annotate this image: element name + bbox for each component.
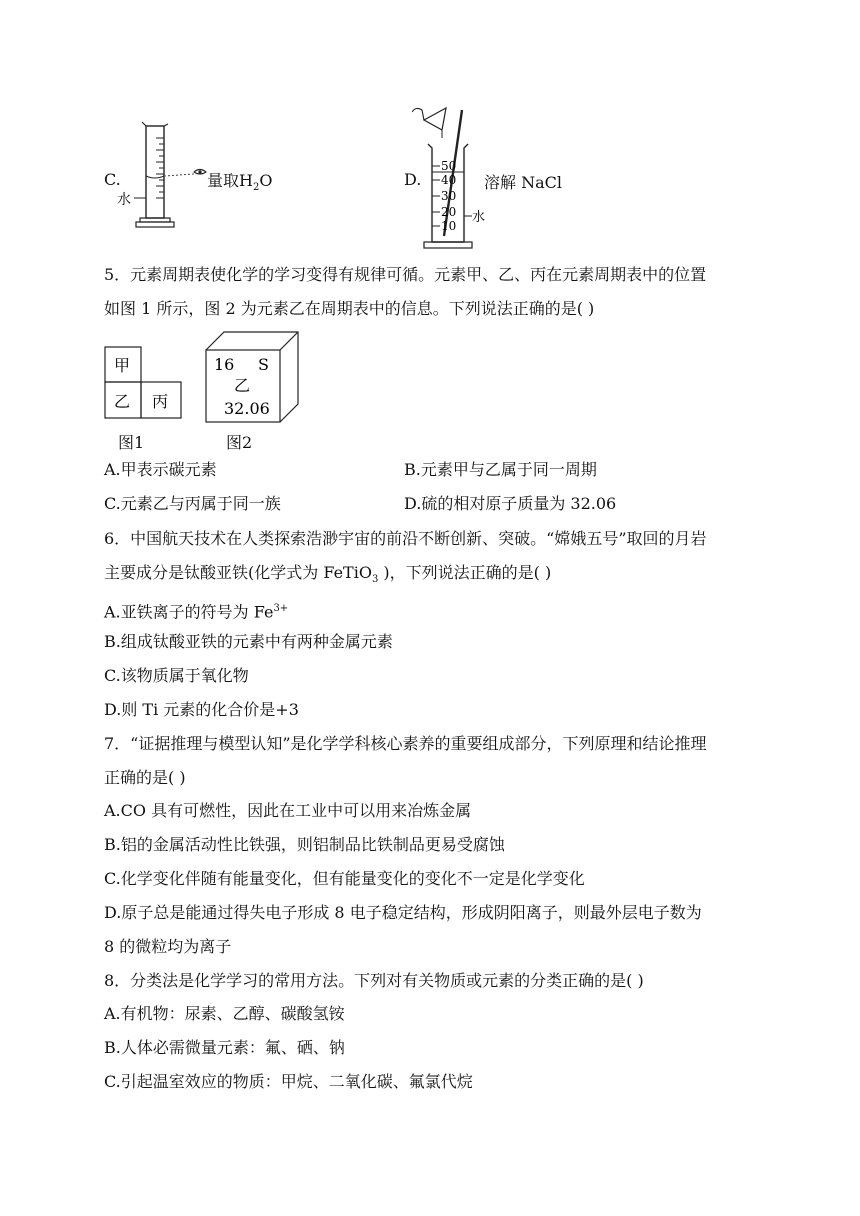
option-d-letter: D.	[404, 170, 422, 189]
option-d-caption: 溶解 NaCl	[484, 173, 562, 192]
tick-label: 30	[441, 189, 457, 203]
atomic-number: 16	[214, 355, 235, 374]
element-symbol: S	[258, 355, 269, 374]
element-name: 乙	[234, 376, 251, 395]
q8-option-c: C.引起温室效应的物质：甲烷、二氧化碳、氟氯代烷	[104, 1072, 473, 1091]
dissolving-nacl-illustration	[412, 104, 492, 252]
tick-label: 10	[441, 219, 457, 233]
figure1-caption: 图1	[118, 433, 145, 452]
q6-option-a: A.亚铁离子的符号为 $Fe^{3+}$	[104, 602, 289, 622]
q7-option-d-line1: D.原子总是能通过得失电子形成 8 电子稳定结构，形成阴阳离子，则最外层电子数为	[104, 903, 702, 922]
cylinder-reading-illustration	[110, 120, 210, 232]
option-c-water-label: 水	[117, 192, 131, 208]
q5-option-b: B.元素甲与乙属于同一周期	[404, 460, 597, 479]
q6-option-d: D.则 Ti 元素的化合价是+3	[104, 700, 299, 719]
q7-stem-line2: 正确的是( )	[104, 768, 186, 787]
tick-label: 50	[441, 159, 457, 173]
q5-stem-line1: 5．元素周期表使化学的学习变得有规律可循。元素甲、乙、丙在元素周期表中的位置	[104, 265, 707, 284]
tick-label: 40	[441, 173, 457, 187]
option-d-water-label: 水	[472, 210, 486, 225]
q6-option-c: C.该物质属于氧化物	[104, 666, 249, 685]
cell-jia: 甲	[114, 356, 131, 375]
q7-option-b: B.铝的金属活动性比铁强，则铝制品比铁制品更易受腐蚀	[104, 835, 505, 854]
q5-stem-line2: 如图 1 所示，图 2 为元素乙在周期表中的信息。下列说法正确的是( )	[104, 299, 595, 318]
q6-stem-line1: 6．中国航天技术在人类探索浩渺宇宙的前沿不断创新、突破。“嫦娥五号”取回的月岩	[104, 529, 707, 548]
option-c-letter: C.	[104, 170, 121, 189]
q6-option-b: B.组成钛酸亚铁的元素中有两种金属元素	[104, 632, 393, 651]
cell-bing: 丙	[152, 392, 169, 411]
atomic-mass: 32.06	[224, 399, 270, 418]
figure2-element-card	[202, 328, 302, 424]
q7-option-a: A.CO 具有可燃性，因此在工业中可以用来冶炼金属	[104, 801, 472, 820]
q7-option-d-line2: 8 的微粒均为离子	[104, 937, 232, 956]
q5-option-c: C.元素乙与丙属于同一族	[104, 494, 281, 513]
figure2-caption: 图2	[226, 433, 253, 452]
tick-label: 20	[441, 205, 457, 219]
q8-option-a: A.有机物：尿素、乙醇、碳酸氢铵	[104, 1004, 345, 1023]
option-c-caption: 量取$H_2O$	[207, 171, 273, 194]
q6-stem-line2: 主要成分是钛酸亚铁(化学式为 FeTiO$_3$ )，下列说法正确的是( )	[104, 563, 552, 586]
figure1-periodic-position	[104, 344, 184, 422]
q7-stem-line1: 7．“证据推理与模型认知”是化学学科核心素养的重要组成部分，下列原理和结论推理	[104, 734, 707, 753]
q5-option-d: D.硫的相对原子质量为 32.06	[404, 494, 617, 513]
q8-option-b: B.人体必需微量元素：氟、硒、钠	[104, 1038, 345, 1057]
cell-yi: 乙	[114, 392, 131, 411]
q8-stem: 8．分类法是化学学习的常用方法。下列对有关物质或元素的分类正确的是( )	[104, 971, 644, 990]
q7-option-c: C.化学变化伴随有能量变化，但有能量变化的变化不一定是化学变化	[104, 869, 585, 888]
q5-option-a: A.甲表示碳元素	[104, 460, 217, 479]
